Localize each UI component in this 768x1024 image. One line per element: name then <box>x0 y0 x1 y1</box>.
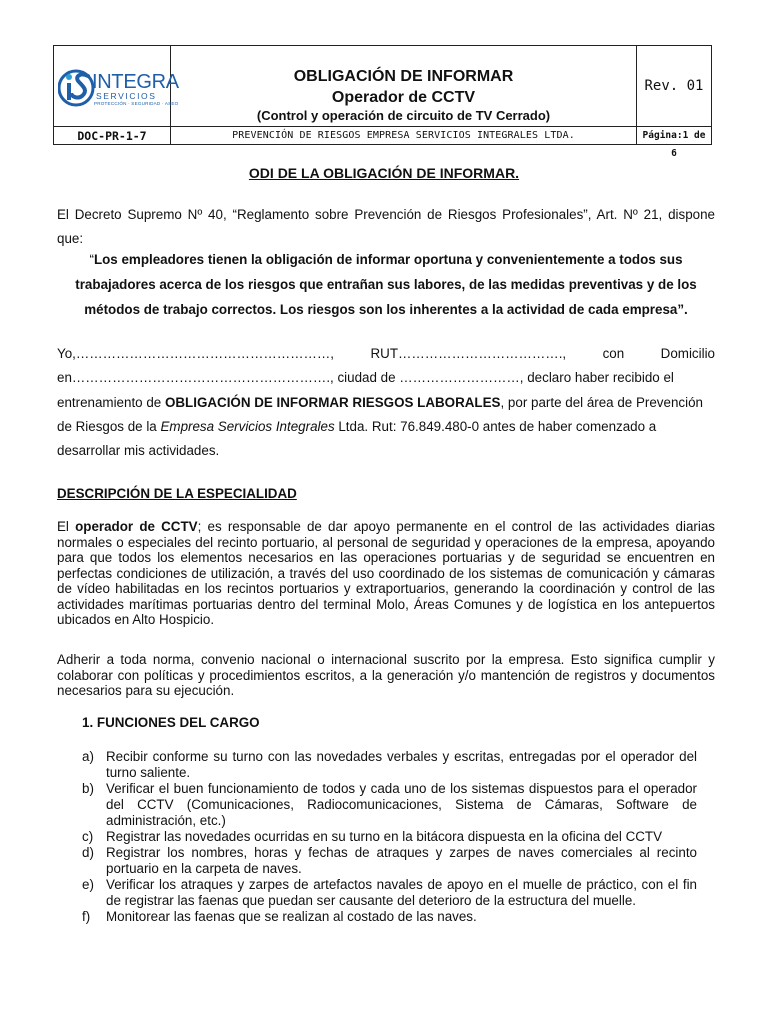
function-item-label: f) <box>82 909 91 924</box>
decl-text: de Riesgos de la <box>57 419 161 434</box>
function-item-text: Registrar los nombres, horas y fechas de atraques y zarpes de naves comerciales al recinto portuario en la carpeta de naves. <box>106 845 697 876</box>
decl-text: Ltda. Rut: 76.849.480-0 antes de haber comenzado a <box>334 419 657 434</box>
logo-cell <box>54 46 179 126</box>
document-title: OBLIGACIÓN DE INFORMAR <box>293 68 514 85</box>
section-heading-odi: ODI DE LA OBLIGACIÓN DE INFORMAR. <box>248 165 520 181</box>
intro-paragraph: El Decreto Supremo Nº 40, “Reglamento sobre Prevención de Riesgos Profesionales”, Art. Nº 21, dispone que: <box>57 207 715 246</box>
function-item <box>82 749 697 781</box>
declaration-line-4 <box>57 415 715 439</box>
quote-open-mark: “ <box>89 252 94 267</box>
doc-code: DOC-PR-1-7 <box>54 127 171 145</box>
quote-text: Los empleadores tienen la obligación de informar oportuna y convenientemente a todos sus trabajadores acerca de los riesgos que entrañan sus labores, de las medidas preventivas y de los métodos de trabajo correctos. Los riesgos son los inherentes a la actividad de cada empresa”. <box>75 252 697 317</box>
function-item <box>82 909 697 925</box>
function-item-text: Verificar el buen funcionamiento de todos y cada uno de los sistemas dispuestos para el operador del CCTV (Comunicaciones, Radiocomunicaciones, Sistema de Cámaras, Software de administración, etc.) <box>106 781 697 828</box>
legal-quote <box>57 247 715 322</box>
function-item <box>82 781 697 829</box>
name-blank: Yo,…………………………………………………, <box>57 346 335 361</box>
company-name: PREVENCIÓN DE RIESGOS EMPRESA SERVICIOS INTEGRALES LTDA. <box>171 127 637 145</box>
decl-text: , por parte del área de Prevención <box>500 395 703 410</box>
logo-tagline: PROTECCIÓN · SEGURIDAD · ASEO <box>94 101 179 106</box>
revision-label: Rev. 01 <box>644 78 704 94</box>
declaration-line-1 <box>57 342 715 366</box>
logo-sub-text: SERVICIOS <box>96 91 157 101</box>
function-item <box>82 845 697 877</box>
title-cell <box>171 46 637 126</box>
declaration-line-5: desarrollar mis actividades. <box>57 443 220 458</box>
document-subtitle: Operador de CCTV <box>331 89 476 106</box>
description-paragraph <box>57 519 715 628</box>
function-item-label: a) <box>82 749 94 764</box>
document-subtitle-detail: (Control y operación de circuito de TV Cerrado) <box>256 108 551 123</box>
function-item-text: Verificar los atraques y zarpes de artefactos navales de apoyo en el muelle de práctico, con el fin de registrar las faenas que puedan ser causante del deterioro de la estructura del muelle. <box>106 877 697 908</box>
declaration-line-2: en…………………………………………………., ciudad de ………………………, declaro haber recibido el <box>57 370 674 385</box>
company-logo <box>58 63 179 113</box>
document-header-table <box>53 45 712 159</box>
functions-list <box>82 749 697 925</box>
con-word: con <box>602 346 625 361</box>
desc-text: El <box>57 519 76 534</box>
function-item-text: Recibir conforme su turno con las novedades verbales y escritas, entregadas por el operador del turno saliente. <box>106 749 697 780</box>
function-item <box>82 829 697 845</box>
function-item-label: e) <box>82 877 94 892</box>
rut-blank: RUT………………………………., <box>370 346 567 361</box>
declaration-line-3 <box>57 391 715 415</box>
role-name: operador de CCTV <box>75 519 198 534</box>
training-title: OBLIGACIÓN DE INFORMAR RIESGOS LABORALES <box>164 395 501 410</box>
functions-heading: 1. FUNCIONES DEL CARGO <box>82 715 260 730</box>
function-item-label: c) <box>82 829 94 844</box>
revision-cell <box>637 46 711 126</box>
section-heading-description: DESCRIPCIÓN DE LA ESPECIALIDAD <box>57 486 297 501</box>
adherir-paragraph: Adherir a toda norma, convenio nacional o internacional suscrito por la empresa. Esto significa cumplir y colaborar con políticas y procedimientos escritos, a la generación y/o mantención de registros y documentos necesarios para su ejecución. <box>57 652 715 698</box>
declaration-block <box>57 342 715 463</box>
function-item-label: d) <box>82 845 94 860</box>
function-item <box>82 877 697 909</box>
function-item-label: b) <box>82 781 94 796</box>
domicilio-word: Domicilio <box>660 346 715 361</box>
page-number: Página:1 de 6 <box>642 130 706 159</box>
function-item-text: Registrar las novedades ocurridas en su turno en la bitácora dispuesta en la oficina del CCTV <box>106 829 663 844</box>
header-info-row <box>54 126 711 159</box>
company-italic: Empresa Servicios Integrales <box>160 419 335 434</box>
function-item-text: Monitorear las faenas que se realizan al costado de las naves. <box>106 909 477 924</box>
logo-brand-text: INTEGRA <box>92 71 179 93</box>
desc-text: ; es responsable de dar apoyo permanente en el control de las actividades diarias normales o especiales del recinto portuario, al personal de seguridad y operaciones de la empresa, apoyando para que todos los elementos necesarios en las operaciones portuarias y de seguridad se encuentren en perfectas condiciones de utilización, a través del uso coordinado de los sistemas de comunicación y cámaras de vídeo habilitadas en los recintos portuarios y extraportuarios, generando la coordinación y control de las actividades marítimas portuarias dentro del terminal Molo, Áreas Comunes y de logística en los antepuertos ubicados en Alto Hospicio. <box>57 519 715 627</box>
decl-text: entrenamiento de <box>57 395 165 410</box>
